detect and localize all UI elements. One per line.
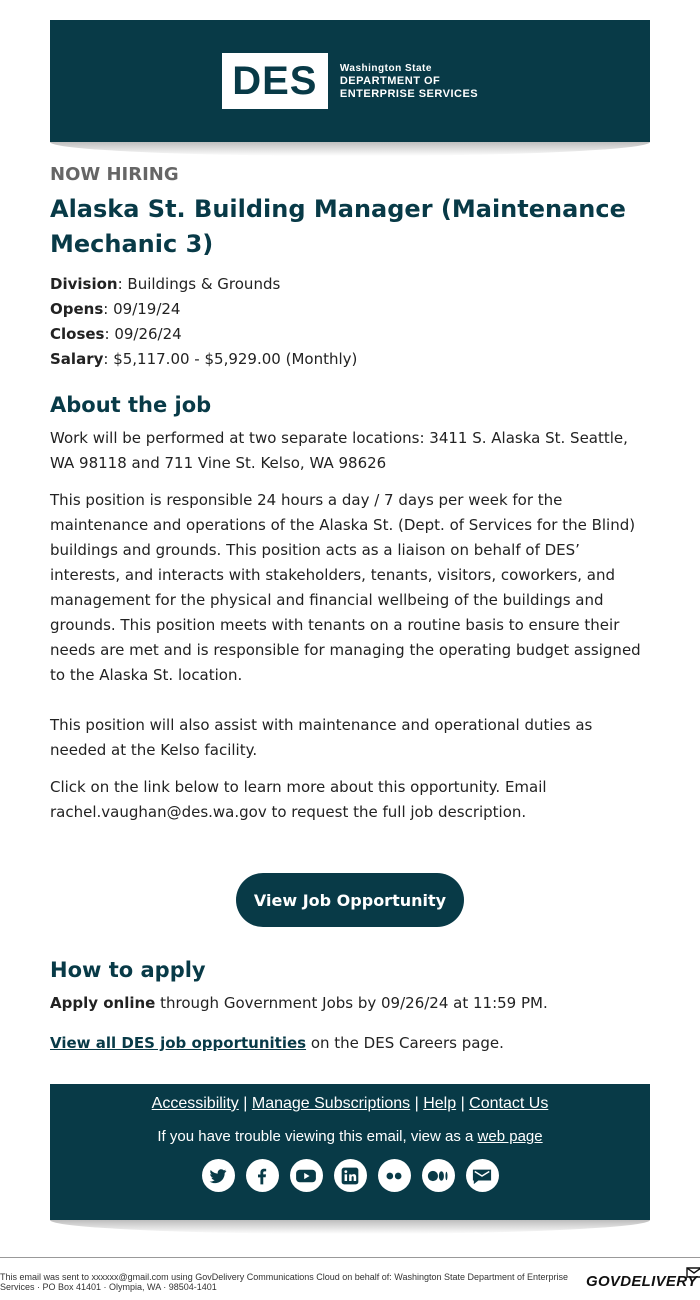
- footer: [50, 1084, 650, 1220]
- linkedin-icon[interactable]: [334, 1159, 367, 1192]
- logo-wordmark: Washington State DEPARTMENT OF ENTERPRISE SERVICES: [339, 62, 479, 100]
- about-heading: About the job: [50, 393, 212, 417]
- apply-heading: How to apply: [50, 958, 206, 982]
- facebook-icon[interactable]: [246, 1159, 279, 1192]
- view-all-jobs-link[interactable]: View all DES job opportunities: [50, 1034, 307, 1052]
- social-links: [50, 1159, 650, 1192]
- job-meta-closes: Closes: 09/26/24: [50, 325, 182, 343]
- flickr-icon[interactable]: [378, 1159, 411, 1192]
- accessibility-link[interactable]: Accessibility: [151, 1095, 239, 1112]
- careers-text: View all DES job opportunities on the DES Careers page.: [50, 1034, 504, 1052]
- footer-links: Accessibility | Manage Subscriptions | Help | Contact Us: [151, 1095, 549, 1112]
- delivery-notice-text: This email was sent to xxxxxx@gmail.com using GovDelivery Communications Cloud on behalf of: Washington State Department of Enterprise Services · PO Box 41401 · Olympia, WA · 98504-1401: [0, 1272, 569, 1292]
- about-contact: Click on the link below to learn more about this opportunity. Email rachel.vaughan@des.wa.gov to request the full job description.: [50, 778, 547, 821]
- header-banner: [50, 20, 650, 142]
- manage-subscriptions-link[interactable]: Manage Subscriptions: [251, 1095, 411, 1112]
- contact-us-link[interactable]: Contact Us: [469, 1095, 549, 1112]
- web-view-line: If you have trouble viewing this email, view as a web page: [157, 1128, 543, 1145]
- apply-online-text: Apply online through Government Jobs by 09/26/24 at 11:59 PM.: [50, 994, 548, 1012]
- job-meta-division: Division: Buildings & Grounds: [50, 275, 281, 293]
- about-kelso: This position will also assist with maintenance and operational duties as needed at the Kelso facility.: [50, 716, 593, 759]
- delivery-notice: [0, 1257, 700, 1300]
- job-meta-opens: Opens: 09/19/24: [50, 300, 181, 318]
- about-responsibilities: This position is responsible 24 hours a day / 7 days per week for the maintenance and operations of the Alaska St. (Dept. of Services for the Blind) buildings and grounds. This position acts as a liaison on behalf of DES’ interests, and interacts with stakeholders, tenants, visitors, coworkers, and management for the physical and financial wellbeing of the buildings and grounds. This position meets with tenants on a routine basis to ensure their needs are met and is responsible for managing the operating budget assigned to the Alaska St. location.: [50, 491, 641, 684]
- cta-row: [50, 873, 650, 927]
- logo-mark: DES: [222, 53, 328, 109]
- des-logo[interactable]: [222, 53, 478, 109]
- view-job-opportunity-button[interactable]: View Job Opportunity: [236, 873, 464, 927]
- medium-icon[interactable]: [422, 1159, 455, 1192]
- twitter-icon[interactable]: [202, 1159, 235, 1192]
- help-link[interactable]: Help: [423, 1095, 457, 1112]
- footer-shadow: [50, 1220, 650, 1234]
- job-meta-salary: Salary: $5,117.00 - $5,929.00 (Monthly): [50, 350, 358, 368]
- header-shadow: [50, 142, 650, 156]
- job-title: Alaska St. Building Manager (Maintenance Mechanic 3): [50, 195, 626, 258]
- web-page-link[interactable]: web page: [477, 1128, 543, 1145]
- govdelivery-logo[interactable]: GOVDELIVERY: [586, 1273, 697, 1290]
- about-locations: Work will be performed at two separate locations: 3411 S. Alaska St. Seattle, WA 98118 and 711 Vine St. Kelso, WA 98626: [50, 429, 628, 472]
- youtube-icon[interactable]: [290, 1159, 323, 1192]
- email-icon[interactable]: [466, 1159, 499, 1192]
- now-hiring-label: NOW HIRING: [50, 164, 179, 185]
- main-content: [50, 160, 650, 1068]
